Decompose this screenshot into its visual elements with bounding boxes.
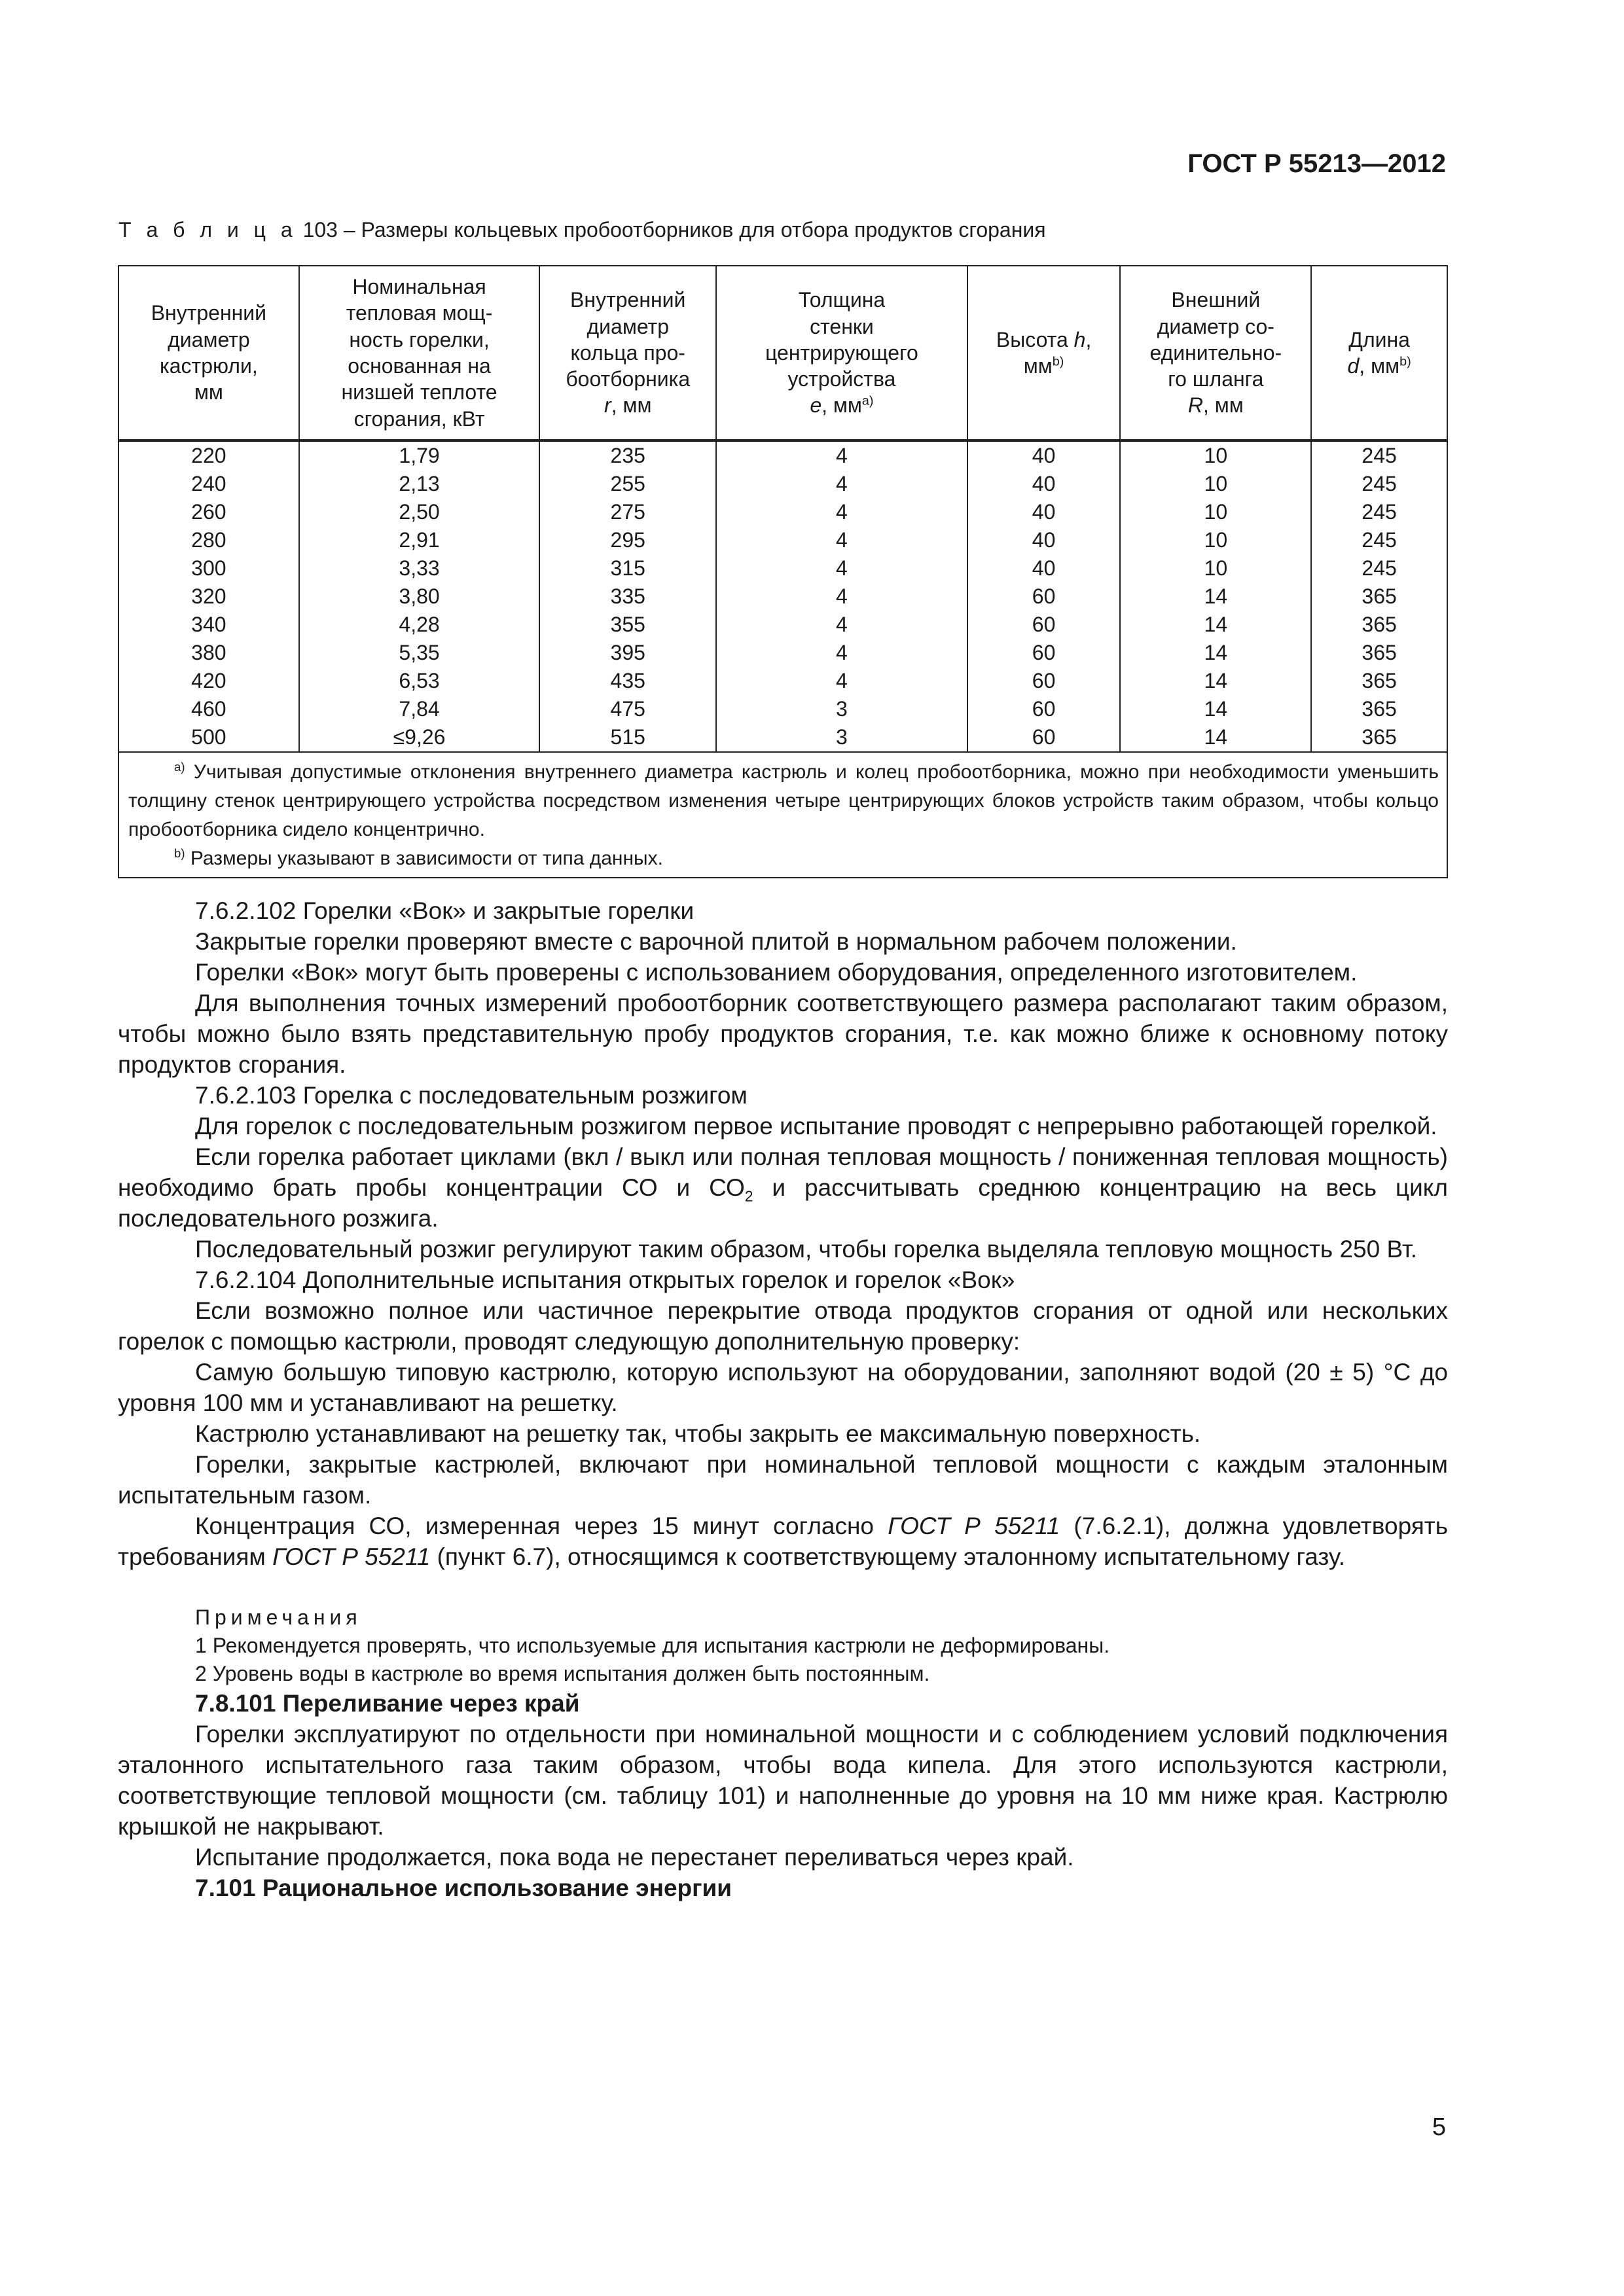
- table-cell: 260: [118, 498, 299, 526]
- paragraph: Последовательный розжиг регулируют таким образом, чтобы горелка выделяла тепловую мощность 250 Вт.: [195, 1236, 1418, 1263]
- table-cell: 4: [716, 554, 967, 583]
- table-caption-label: Т а б л и ц а: [118, 218, 297, 242]
- column-header-line: диаметр со-: [1157, 314, 1274, 338]
- section-heading-7-101: 7.101 Рациональное использование энергии: [195, 1874, 732, 1901]
- footnote-a: [128, 758, 1439, 844]
- table-cell: 2,50: [299, 498, 540, 526]
- clause-7-6-2-104-title: 7.6.2.104 Дополнительные испытания открытых горелок и горелок «Вок»: [195, 1266, 1015, 1293]
- table-cell: 10: [1120, 440, 1311, 470]
- table-cell: ≤9,26: [299, 723, 540, 752]
- column-header-line: кастрюли,: [160, 354, 258, 378]
- text-fragment: (пункт 6.7), относящимся к соответствующему эталонному испытательному газу.: [430, 1543, 1345, 1570]
- table-cell: 14: [1120, 695, 1311, 723]
- paragraph-co2: [118, 1141, 1448, 1234]
- column-header-line: сгорания, кВт: [353, 406, 485, 431]
- table-cell: 10: [1120, 526, 1311, 554]
- column-header: [1311, 266, 1447, 440]
- table-cell: 220: [118, 440, 299, 470]
- table-row: [118, 526, 1447, 554]
- table-row: [118, 611, 1447, 639]
- paragraph: Горелки, закрытые кастрюлей, включают при номинальной тепловой мощности с каждым эталонным испытательным газом.: [118, 1451, 1448, 1509]
- text-fragment: Если горелка работает циклами (вкл / выкл или полная тепловая мощность / пониженная тепловая мощность) необходимо брать пробы концентрации СО и СО: [118, 1143, 1448, 1201]
- table-cell: 10: [1120, 554, 1311, 583]
- table-cell: 365: [1311, 667, 1447, 695]
- footnote-ref: b): [1052, 354, 1064, 369]
- column-header: [539, 266, 716, 440]
- table-row: [118, 723, 1447, 752]
- column-header-line: d, $мм^{b)}$: [1347, 354, 1411, 378]
- column-header: [299, 266, 540, 440]
- table-cell: 340: [118, 611, 299, 639]
- table-cell: 14: [1120, 583, 1311, 611]
- table-row: [118, 695, 1447, 723]
- text-fragment: Концентрация СО, измеренная через 15 минут согласно: [195, 1513, 888, 1539]
- table-row: [118, 498, 1447, 526]
- column-header-line: кольца про-: [570, 340, 685, 365]
- table-cell: 10: [1120, 470, 1311, 498]
- paragraph: Для горелок с последовательным розжигом первое испытание проводят с непрерывно работающей горелкой.: [195, 1113, 1437, 1139]
- column-header-line: Внутренний: [151, 301, 267, 325]
- paragraph: Горелки «Вок» могут быть проверены с использованием оборудования, определенного изготовителем.: [195, 959, 1358, 986]
- table-cell: 60: [967, 723, 1121, 752]
- table-cell: 60: [967, 695, 1121, 723]
- table-cell: 365: [1311, 695, 1447, 723]
- paragraph: Закрытые горелки проверяют вместе с варочной плитой в нормальном рабочем положении.: [195, 928, 1237, 955]
- table-cell: 320: [118, 583, 299, 611]
- column-header-line: Длина: [1348, 327, 1410, 351]
- page-number: 5: [1432, 2113, 1446, 2141]
- table-cell: 515: [539, 723, 716, 752]
- column-header-line: тепловая мощ-: [346, 301, 493, 325]
- paragraph: Испытание продолжается, пока вода не перестанет переливаться через край.: [195, 1844, 1074, 1871]
- standard-reference: ГОСТ Р 55211: [888, 1513, 1060, 1539]
- column-header-line: низшей теплоте: [341, 380, 497, 404]
- column-header-line: диаметр: [586, 314, 669, 338]
- table-cell: 3,80: [299, 583, 540, 611]
- table-cell: 475: [539, 695, 716, 723]
- column-header-line: мм: [194, 380, 223, 404]
- table-row: [118, 470, 1447, 498]
- table-cell: 4: [716, 583, 967, 611]
- dimensions-table: [118, 265, 1448, 878]
- column-header-line: основанная на: [348, 354, 491, 378]
- column-header: [967, 266, 1121, 440]
- column-header-line: R, мм: [1187, 393, 1244, 418]
- section-heading-7-8-101: 7.8.101 Переливание через край: [195, 1690, 580, 1717]
- table-cell: 245: [1311, 440, 1447, 470]
- table-cell: 255: [539, 470, 716, 498]
- table-cell: 295: [539, 526, 716, 554]
- table-row: [118, 440, 1447, 470]
- table-cell: 4: [716, 440, 967, 470]
- table-row: [118, 639, 1447, 667]
- table-body: [118, 440, 1447, 752]
- table-cell: 4: [716, 526, 967, 554]
- text-fragment: и рассчитывать среднюю концентрацию на весь цикл последовательного розжига.: [118, 1174, 1448, 1232]
- table-cell: 355: [539, 611, 716, 639]
- table-cell: 245: [1311, 526, 1447, 554]
- table-cell: 4: [716, 639, 967, 667]
- table-row: [118, 554, 1447, 583]
- footnote-b-mark: b): [174, 846, 185, 860]
- table-cell: 3: [716, 695, 967, 723]
- table-cell: 380: [118, 639, 299, 667]
- table-header-row: [118, 266, 1447, 440]
- document-header-id: ГОСТ Р 55213—2012: [1187, 149, 1446, 178]
- column-header-line: единительно-: [1149, 340, 1282, 365]
- footnote-ref: b): [1399, 354, 1411, 369]
- notes-title: Примечания: [195, 1605, 362, 1629]
- column-header: [118, 266, 299, 440]
- table-cell: 14: [1120, 723, 1311, 752]
- table-cell: 4: [716, 498, 967, 526]
- table-cell: 235: [539, 440, 716, 470]
- column-header-line: Внешний: [1171, 288, 1261, 312]
- subscript: 2: [744, 1187, 753, 1205]
- column-header-line: центрирующего: [765, 340, 918, 365]
- paragraph: Горелки эксплуатируют по отдельности при номинальной мощности и с соблюдением условий подключения эталонного испытательного газа таким образом, чтобы вода кипела. Для этого используются кастрюли, соответствующие тепловой мощности (см. таблицу 101) и наполненные до уровня на 10 мм ниже края. Кастрюлю крышкой не накрывают.: [118, 1721, 1448, 1840]
- footnote-a-mark: a): [174, 760, 185, 774]
- column-header-line: стенки: [810, 314, 874, 338]
- table-cell: 40: [967, 498, 1121, 526]
- column-header-line: боотборника: [566, 367, 691, 391]
- table-cell: 40: [967, 526, 1121, 554]
- footnote-b: [128, 844, 1439, 873]
- table-cell: 395: [539, 639, 716, 667]
- table-cell: 335: [539, 583, 716, 611]
- table-cell: 420: [118, 667, 299, 695]
- table-cell: 40: [967, 440, 1121, 470]
- notes-block: [118, 1604, 1448, 1688]
- table-cell: 14: [1120, 667, 1311, 695]
- clause-7-6-2-102-title: 7.6.2.102 Горелки «Вок» и закрытые горелки: [195, 897, 695, 924]
- table-cell: 60: [967, 639, 1121, 667]
- table-cell: 315: [539, 554, 716, 583]
- clause-7-6-2-103-title: 7.6.2.103 Горелка с последовательным розжигом: [195, 1082, 748, 1109]
- table-cell: 365: [1311, 583, 1447, 611]
- text-fragment: (7.6.2.1), должна удовлетворять требованиям: [118, 1513, 1448, 1570]
- table-cell: 40: [967, 470, 1121, 498]
- table-cell: 7,84: [299, 695, 540, 723]
- column-header-line: го шланга: [1168, 367, 1264, 391]
- column-header-line: $мм^{b)}$: [1023, 354, 1064, 378]
- table-cell: 3,33: [299, 554, 540, 583]
- column-header-line: диаметр: [168, 327, 250, 351]
- table-row: [118, 667, 1447, 695]
- column-header-line: r, мм: [604, 393, 652, 418]
- table-footnotes: [118, 752, 1447, 878]
- table-cell: 3: [716, 723, 967, 752]
- paragraph: Самую большую типовую кастрюлю, которую используют на оборудовании, заполняют водой (20 ± 5) °С до уровня 100 мм и устанавливают на решетку.: [118, 1359, 1448, 1416]
- column-header-line: Высота h,: [996, 327, 1092, 351]
- body-text: [118, 895, 1448, 1903]
- column-header-line: е, $мм^{a)}$: [810, 393, 874, 418]
- table-cell: 14: [1120, 611, 1311, 639]
- table-cell: 4: [716, 470, 967, 498]
- table-cell: 460: [118, 695, 299, 723]
- column-header: [1120, 266, 1311, 440]
- table-cell: 10: [1120, 498, 1311, 526]
- column-header-line: устройства: [787, 367, 896, 391]
- note-item: 2 Уровень воды в кастрюле во время испытания должен быть постоянным.: [195, 1662, 930, 1685]
- table-cell: 40: [967, 554, 1121, 583]
- table-cell: 6,53: [299, 667, 540, 695]
- table-cell: 60: [967, 611, 1121, 639]
- table-cell: 4,28: [299, 611, 540, 639]
- column-header-line: Внутренний: [570, 288, 686, 312]
- table-cell: 14: [1120, 639, 1311, 667]
- table-cell: 4: [716, 611, 967, 639]
- footnote-ref: a): [861, 393, 874, 408]
- column-header-line: Номинальная: [352, 275, 486, 299]
- footnote-a-text: Учитывая допустимые отклонения внутреннего диаметра кастрюль и колец пробоотборника, можно при необходимости уменьшить толщину стенок центрирующего устройства посредством изменения четыре центрирующих блоков устройств таким образом, чтобы кольцо пробоотборника сидело концентрично.: [128, 761, 1439, 840]
- paragraph-references: [118, 1511, 1448, 1572]
- footnote-b-text: Размеры указывают в зависимости от типа данных.: [190, 848, 663, 869]
- paragraph: Кастрюлю устанавливают на решетку так, чтобы закрыть ее максимальную поверхность.: [195, 1420, 1201, 1447]
- table-cell: 2,13: [299, 470, 540, 498]
- table-cell: 60: [967, 583, 1121, 611]
- table-cell: 245: [1311, 554, 1447, 583]
- table-cell: 435: [539, 667, 716, 695]
- paragraph: Если возможно полное или частичное перекрытие отвода продуктов сгорания от одной или нескольких горелок с помощью кастрюли, проводят следующую дополнительную проверку:: [118, 1297, 1448, 1355]
- table-caption-text: 103 – Размеры кольцевых пробоотборников для отбора продуктов сгорания: [302, 218, 1046, 242]
- table-cell: 240: [118, 470, 299, 498]
- table-cell: 365: [1311, 639, 1447, 667]
- table-cell: 2,91: [299, 526, 540, 554]
- column-header-line: Толщина: [798, 288, 886, 312]
- paragraph: Для выполнения точных измерений пробоотборник соответствующего размера располагают таким образом, чтобы можно было взять представительную пробу продуктов сгорания, т.е. как можно ближе к основному потоку продуктов сгорания.: [118, 990, 1448, 1078]
- table-cell: 60: [967, 667, 1121, 695]
- note-item: 1 Рекомендуется проверять, что используемые для испытания кастрюли не деформированы.: [195, 1634, 1110, 1657]
- table-cell: 500: [118, 723, 299, 752]
- table-cell: 245: [1311, 498, 1447, 526]
- table-cell: 365: [1311, 611, 1447, 639]
- table-cell: 280: [118, 526, 299, 554]
- standard-reference: ГОСТ Р 55211: [272, 1543, 431, 1570]
- table-footnotes-row: [118, 752, 1447, 878]
- table-caption: [118, 218, 1046, 242]
- table-row: [118, 583, 1447, 611]
- table-cell: 1,79: [299, 440, 540, 470]
- table-cell: 5,35: [299, 639, 540, 667]
- column-header-line: ность горелки,: [349, 327, 490, 351]
- table-cell: 300: [118, 554, 299, 583]
- table-cell: 275: [539, 498, 716, 526]
- column-header: [716, 266, 967, 440]
- table-cell: 365: [1311, 723, 1447, 752]
- table-cell: 4: [716, 667, 967, 695]
- table-cell: 245: [1311, 470, 1447, 498]
